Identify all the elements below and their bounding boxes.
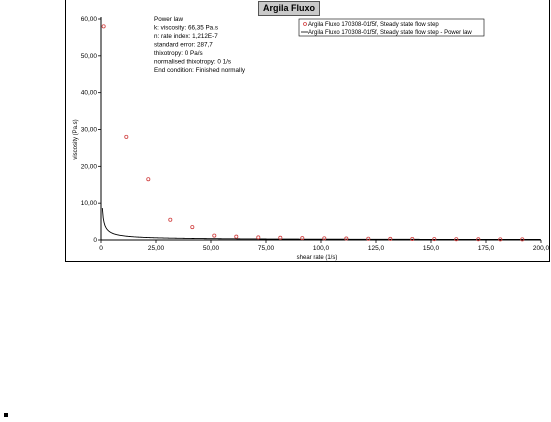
y-tick-label: 0 (93, 237, 97, 244)
data-point (213, 234, 216, 237)
annotation-line: n: rate index: 1,212E-7 (154, 33, 218, 40)
x-tick-label: 125,0 (367, 245, 385, 252)
viscosity-chart (65, 0, 550, 262)
power-law-fit-line (102, 208, 540, 239)
legend-entry-points: Argila Fluxo 170308-01f5f, Steady state flow step (308, 22, 439, 28)
annotation-line: End condition: Finished normally (154, 67, 246, 74)
x-tick-label: 175,0 (477, 245, 495, 252)
x-tick-label: 200,0 (532, 245, 550, 252)
annotation-line: normalised thixotropy: 0 1/s (154, 58, 231, 66)
annotation-line: thixotropy: 0 Pa/s (154, 50, 203, 57)
x-tick-label: 50,00 (202, 245, 220, 252)
y-tick-label: 10,00 (80, 200, 97, 208)
data-point (169, 218, 172, 221)
x-axis-label: shear rate (1/s) (296, 255, 338, 261)
y-tick-label: 30,00 (80, 126, 97, 134)
annotation-line: k: viscosity: 66,35 Pa.s (154, 24, 219, 32)
y-axis-label: viscosity (Pa.s) (73, 119, 79, 160)
annotation-line: standard error: 287,7 (154, 41, 213, 49)
chart-title: Argila Fluxo (258, 1, 320, 16)
data-point (191, 226, 194, 229)
data-point (147, 178, 150, 181)
data-point (102, 25, 105, 28)
x-tick-label: 0 (99, 245, 103, 252)
x-tick-label: 100,0 (312, 245, 330, 252)
data-point (235, 235, 238, 238)
y-tick-label: 60,00 (80, 16, 97, 23)
x-tick-label: 150,0 (422, 245, 440, 252)
bullet-marker (4, 413, 8, 417)
annotation-line: Power law (154, 16, 184, 23)
legend-entry-line: Argila Fluxo 170308-01f5f, Steady state flow step - Power law (308, 30, 472, 36)
data-point (125, 135, 128, 138)
y-tick-label: 50,00 (80, 52, 97, 60)
x-tick-label: 25,00 (147, 245, 165, 252)
y-tick-label: 40,00 (80, 89, 97, 97)
y-tick-label: 20,00 (80, 163, 97, 171)
x-tick-label: 75,00 (257, 245, 275, 252)
